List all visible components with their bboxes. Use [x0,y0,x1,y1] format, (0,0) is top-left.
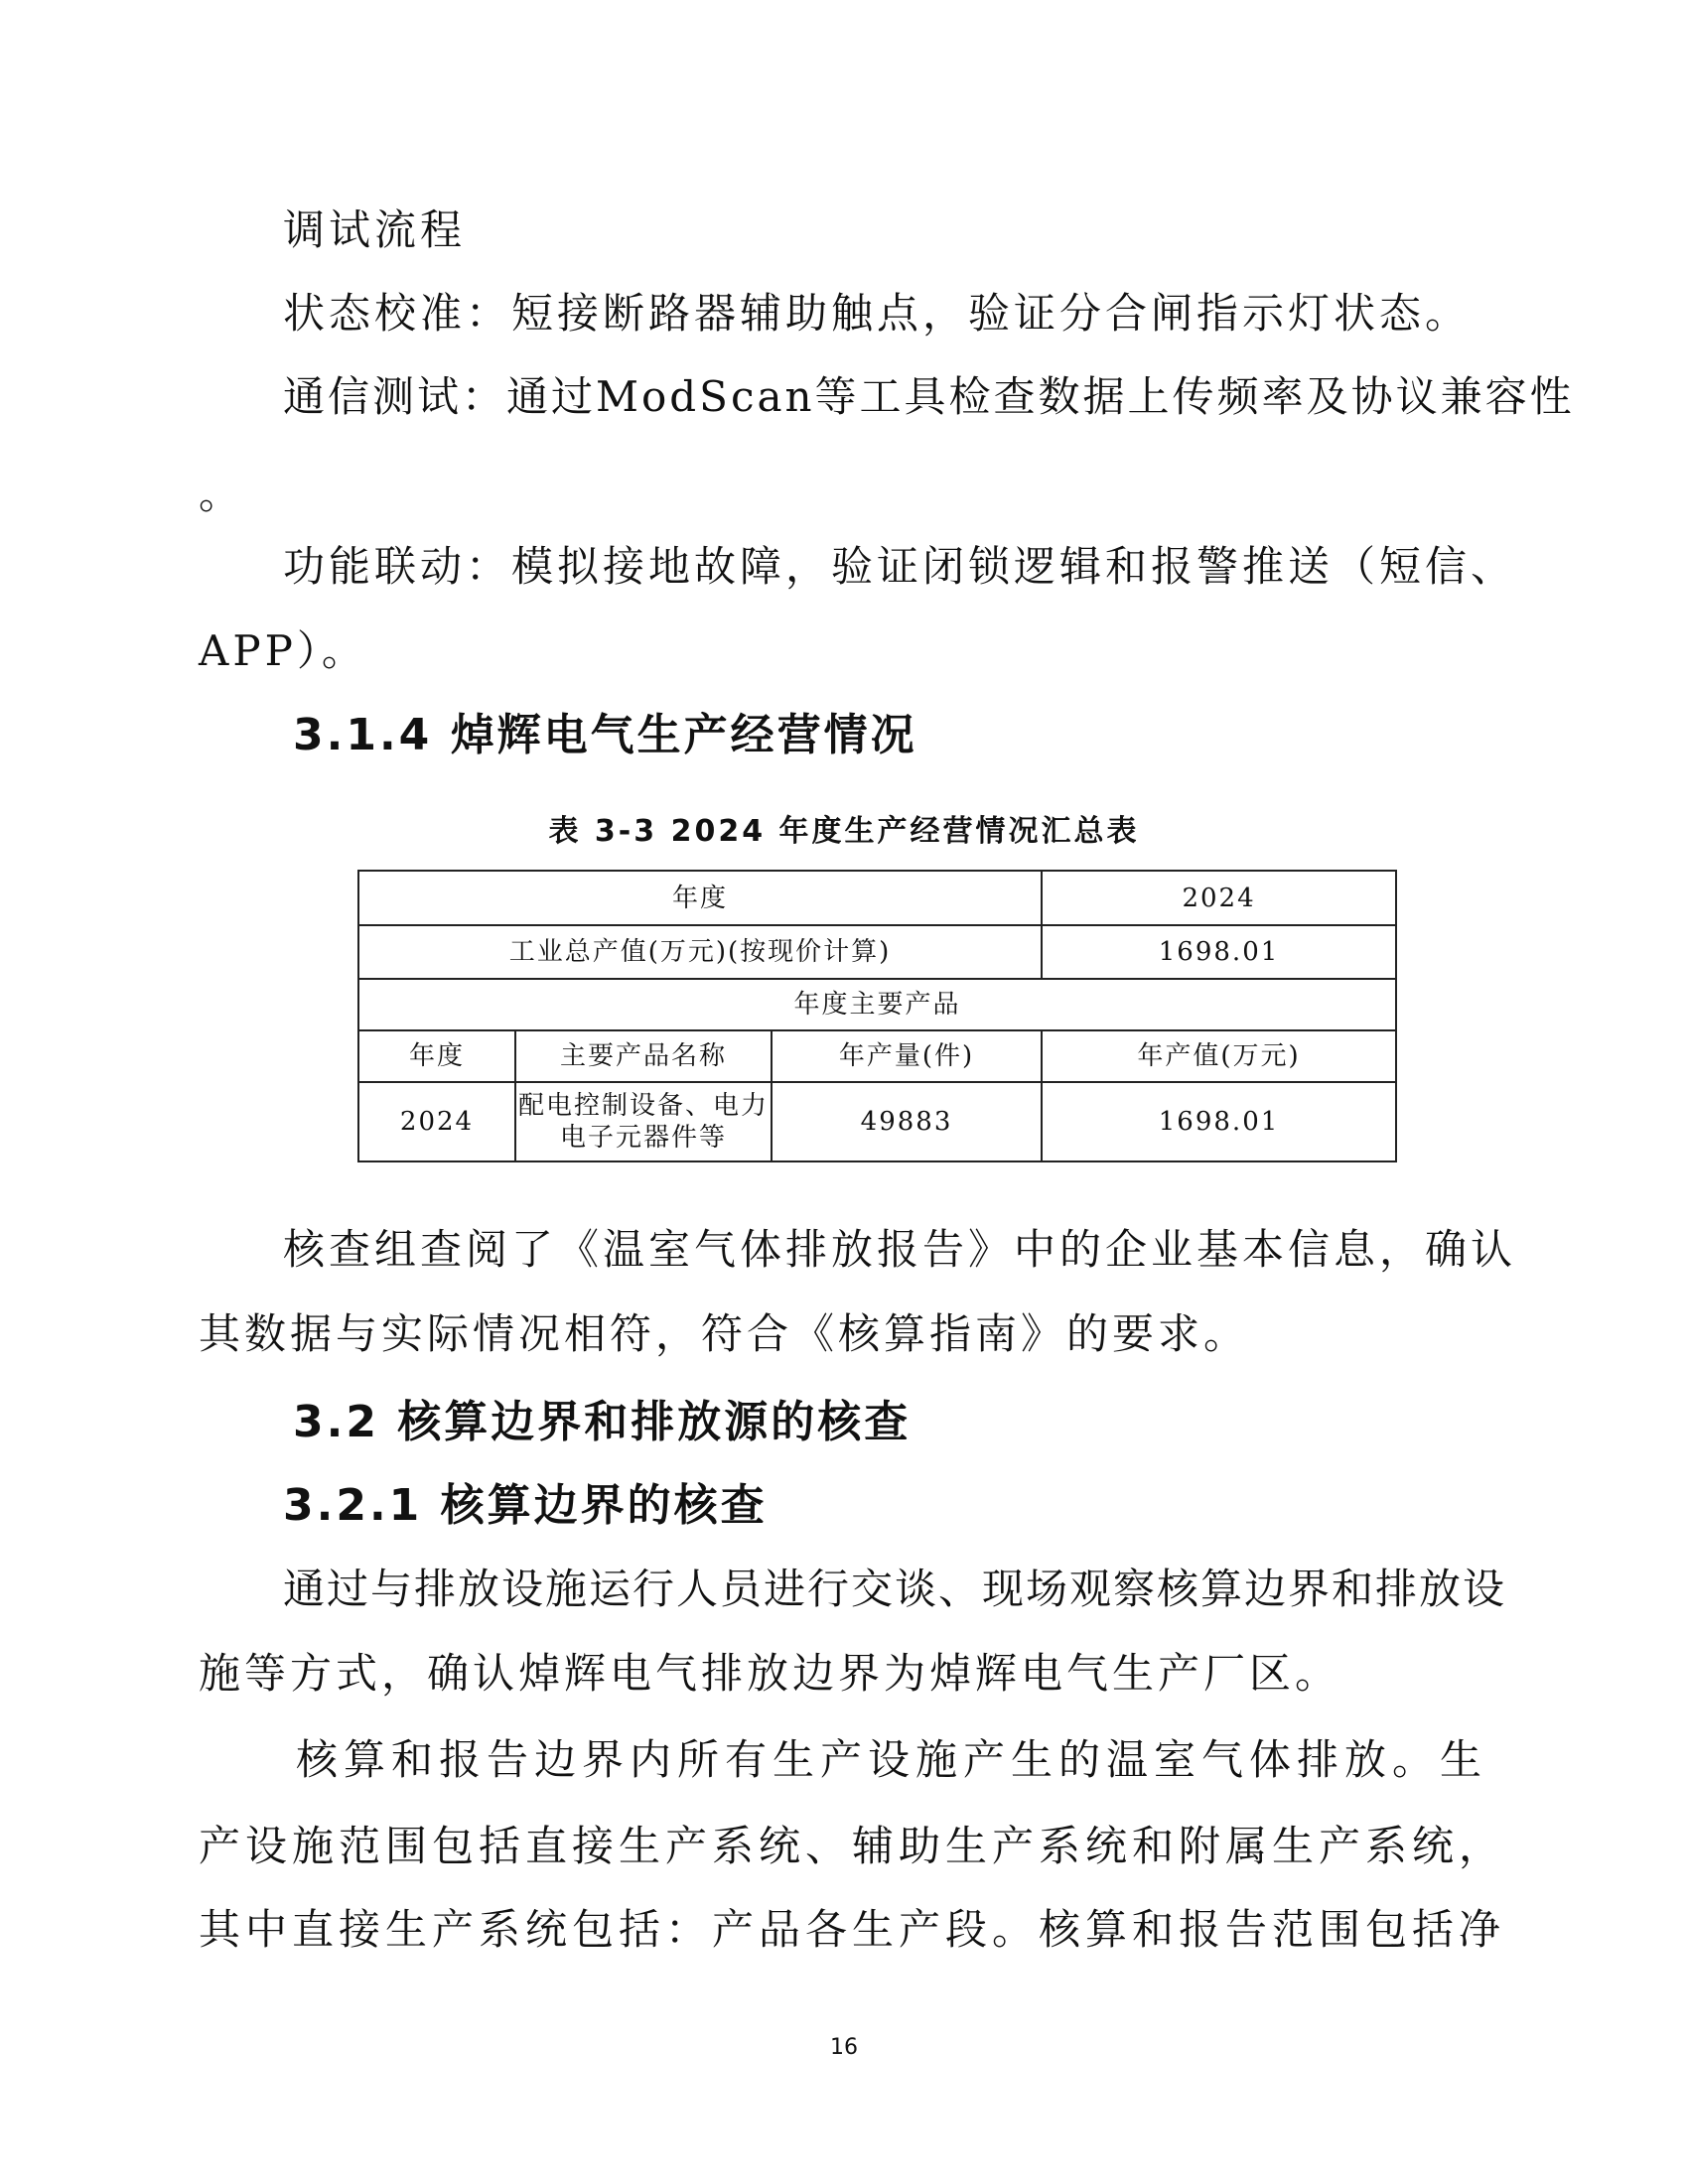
section-3-2-heading: 3.2 核算边界和排放源的核查 [293,1397,912,1447]
paragraph-boundary-line-1: 通过与排放设施运行人员进行交谈、现场观察核算边界和排放设 [283,1565,1507,1613]
output-value-cell: 1698.01 [1042,925,1396,979]
table-row [358,1082,1396,1161]
table-row-year [358,871,1396,925]
output-label-cell: 工业总产值(万元)(按现价计算) [358,925,1042,979]
year-label-cell: 年度 [358,871,1042,925]
product-name-line-1: 配电控制设备、电力 [518,1091,770,1121]
column-header-product-name: 主要产品名称 [515,1030,772,1082]
products-header-cell: 年度主要产品 [358,979,1396,1030]
cell-product-name [515,1082,772,1161]
column-header-quantity: 年产量(件) [772,1030,1042,1082]
cell-quantity: 49883 [772,1082,1042,1161]
cell-year: 2024 [358,1082,515,1161]
paragraph-status-calibration: 状态校准：短接断路器辅助触点，验证分合闸指示灯状态。 [283,289,1472,338]
paragraph-scope-line-1: 核算和报告边界内所有生产设施产生的温室气体排放。生 [296,1735,1488,1784]
paragraph-check-line-2: 其数据与实际情况相符，符合《核算指南》的要求。 [199,1309,1250,1358]
paragraph-communication-test-end: 。 [199,470,245,518]
product-name-line-2: 电子元器件等 [559,1123,727,1153]
table-caption: 表 3-3 2024 年度生产经营情况汇总表 [548,814,1140,849]
paragraph-communication-test: 通信测试：通过ModScan等工具检查数据上传频率及协议兼容性 [283,372,1575,421]
column-header-year: 年度 [358,1030,515,1082]
page-number: 16 [830,2035,858,2060]
year-value-cell: 2024 [1042,871,1396,925]
section-3-2-1-heading: 3.2.1 核算边界的核查 [283,1480,768,1531]
paragraph-debug-process: 调试流程 [283,205,467,254]
paragraph-boundary-line-2: 施等方式，确认焯辉电气排放边界为焯辉电气生产厂区。 [199,1649,1341,1698]
paragraph-check-line-1: 核查组查阅了《温室气体排放报告》中的企业基本信息，确认 [283,1225,1517,1274]
production-summary-table [357,870,1397,1162]
table-row-products-header [358,979,1396,1030]
paragraph-function-linkage-end: APP）。 [199,626,367,675]
column-header-value: 年产值(万元) [1042,1030,1396,1082]
paragraph-function-linkage: 功能联动：模拟接地故障，验证闭锁逻辑和报警推送（短信、 [283,542,1517,591]
section-3-1-4-heading: 3.1.4 焯辉电气生产经营情况 [293,710,917,760]
paragraph-scope-line-2: 产设施范围包括直接生产系统、辅助生产系统和附属生产系统， [199,1822,1506,1870]
table-header-row [358,1030,1396,1082]
table-row-output [358,925,1396,979]
paragraph-scope-line-3: 其中直接生产系统包括：产品各生产段。核算和报告范围包括净 [199,1905,1506,1954]
cell-value: 1698.01 [1042,1082,1396,1161]
